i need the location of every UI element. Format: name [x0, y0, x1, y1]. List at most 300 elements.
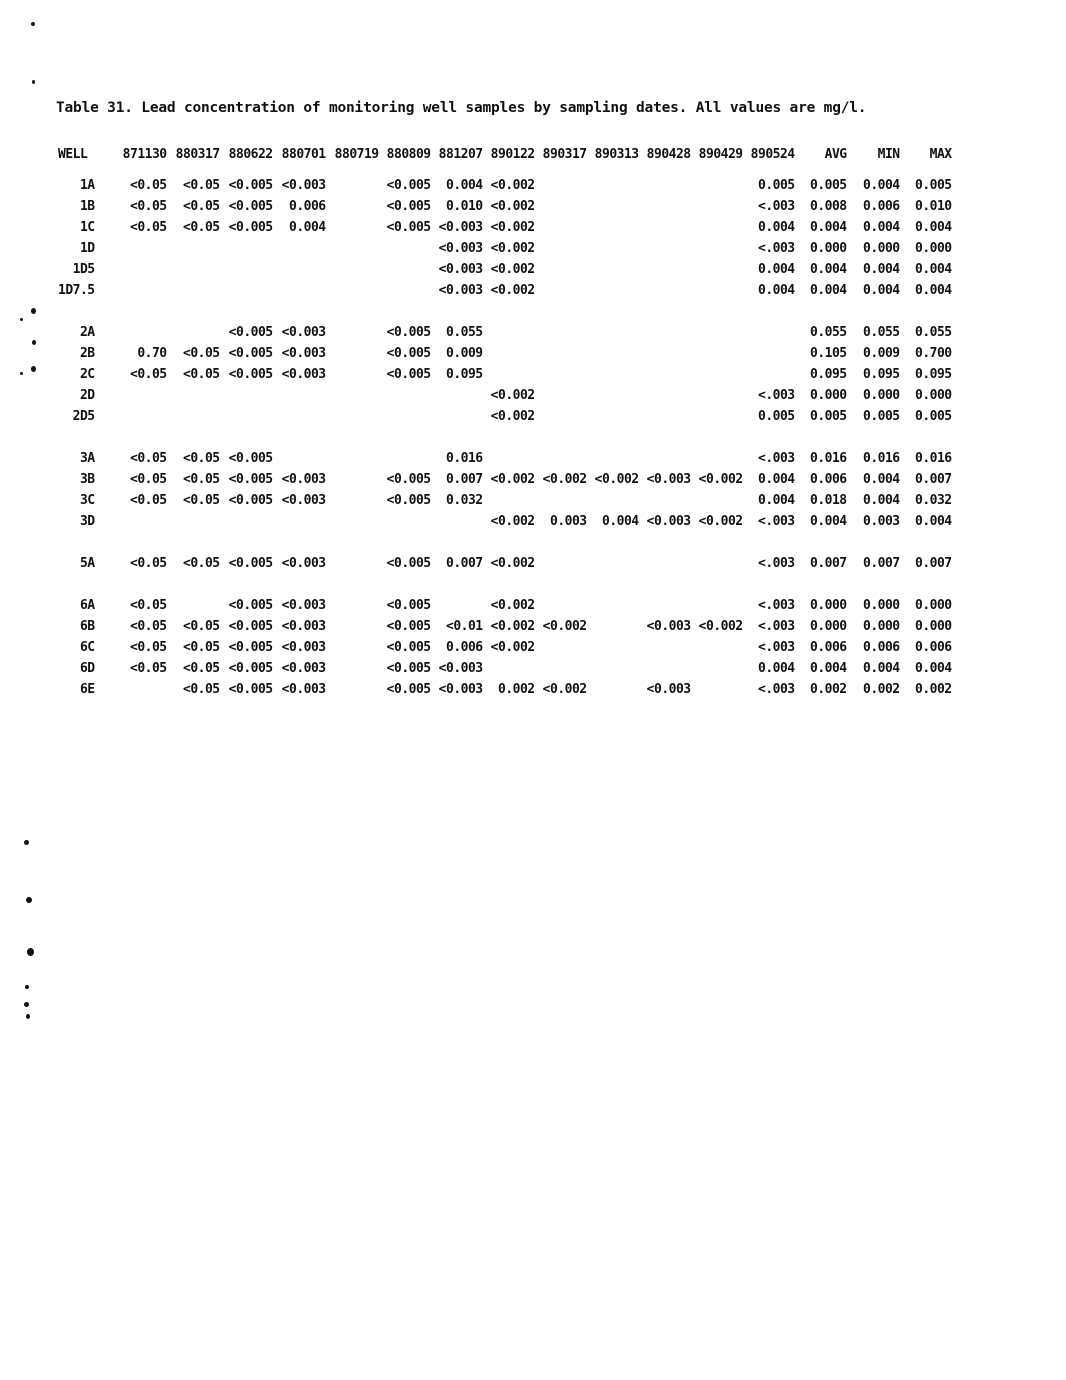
value-cell: <0.002	[490, 472, 535, 487]
table-body	[58, 165, 952, 700]
value-cell: <0.005	[228, 598, 273, 613]
value-cell: <0.003	[281, 325, 326, 340]
value-cell	[326, 553, 379, 574]
well-id-cell: 2D	[79, 388, 95, 403]
value-cell	[691, 280, 743, 301]
table-row	[58, 637, 952, 658]
value-cell: <0.002	[490, 598, 535, 613]
value-cell: <0.002	[490, 388, 535, 403]
scan-speck	[25, 985, 29, 989]
value-cell: 0.004	[810, 262, 847, 277]
value-cell	[326, 679, 379, 700]
value-cell	[379, 280, 431, 301]
value-cell: 0.002	[810, 682, 847, 697]
value-cell: <0.05	[130, 661, 167, 676]
value-cell: <0.05	[183, 346, 220, 361]
value-cell: <0.003	[281, 178, 326, 193]
value-cell: 0.004	[863, 283, 900, 298]
value-cell	[587, 637, 639, 658]
value-cell	[167, 385, 220, 406]
value-cell: 0.010	[446, 199, 483, 214]
value-cell: 0.000	[810, 619, 847, 634]
value-cell	[535, 322, 587, 343]
value-cell	[691, 175, 743, 196]
value-cell	[535, 448, 587, 469]
value-cell: <0.002	[490, 178, 535, 193]
value-cell: 0.000	[863, 241, 900, 256]
scan-speck	[26, 897, 32, 903]
value-cell	[273, 259, 326, 280]
value-cell: 0.055	[915, 325, 952, 340]
well-id-cell: 2D5	[72, 409, 95, 424]
table-row	[58, 385, 952, 406]
column-header: MAX	[929, 147, 952, 162]
value-cell: <0.002	[490, 640, 535, 655]
table-row	[58, 490, 952, 511]
value-cell: <0.005	[228, 682, 273, 697]
value-cell	[639, 217, 691, 238]
value-cell: 0.004	[810, 220, 847, 235]
value-cell: 0.009	[446, 346, 483, 361]
value-cell: <0.005	[228, 451, 273, 466]
value-cell	[587, 175, 639, 196]
value-cell	[535, 217, 587, 238]
value-cell: <0.002	[490, 241, 535, 256]
table-row	[58, 196, 952, 217]
value-cell: 0.095	[446, 367, 483, 382]
column-header: AVG	[824, 147, 847, 162]
value-cell	[639, 259, 691, 280]
value-cell: <0.005	[386, 682, 431, 697]
value-cell: <0.002	[542, 682, 587, 697]
value-cell: <0.003	[646, 514, 691, 529]
column-header: 880701	[281, 147, 326, 162]
value-cell	[639, 637, 691, 658]
value-cell: 0.006	[863, 199, 900, 214]
value-cell	[587, 364, 639, 385]
value-cell	[587, 259, 639, 280]
value-cell	[535, 364, 587, 385]
value-cell	[220, 385, 273, 406]
well-id-cell: 3A	[79, 451, 95, 466]
value-cell: 0.004	[863, 493, 900, 508]
value-cell: <0.01	[446, 619, 483, 634]
value-cell: 0.004	[863, 262, 900, 277]
value-cell: <0.05	[183, 178, 220, 193]
well-id-cell: 6B	[79, 619, 95, 634]
value-cell	[535, 343, 587, 364]
value-cell	[379, 511, 431, 532]
value-cell	[109, 679, 167, 700]
value-cell	[483, 658, 535, 679]
value-cell: 0.004	[915, 514, 952, 529]
value-cell: <0.002	[698, 619, 743, 634]
value-cell	[639, 448, 691, 469]
value-cell	[535, 385, 587, 406]
value-cell: 0.004	[758, 493, 795, 508]
value-cell	[639, 343, 691, 364]
column-header: 880719	[334, 147, 379, 162]
value-cell: 0.007	[446, 472, 483, 487]
value-cell	[379, 385, 431, 406]
table-title: Table 31. Lead concentration of monitoring well samples by sampling dates. All values are mg/l.	[56, 100, 867, 116]
value-cell: <0.002	[698, 472, 743, 487]
value-cell: 0.005	[915, 178, 952, 193]
table-row	[58, 553, 952, 574]
value-cell	[587, 217, 639, 238]
value-cell	[587, 196, 639, 217]
well-id-cell: 1A	[79, 178, 95, 193]
value-cell: <0.05	[183, 682, 220, 697]
table-header	[58, 145, 952, 165]
value-cell: 0.018	[810, 493, 847, 508]
spacer-row	[58, 427, 952, 448]
table-row	[58, 469, 952, 490]
value-cell	[326, 406, 379, 427]
value-cell: 0.006	[289, 199, 326, 214]
spacer-row	[58, 574, 952, 595]
value-cell: <0.003	[281, 367, 326, 382]
value-cell	[326, 490, 379, 511]
value-cell	[431, 511, 483, 532]
value-cell: <0.003	[438, 262, 483, 277]
value-cell: <0.002	[490, 283, 535, 298]
value-cell	[109, 511, 167, 532]
value-cell: <0.003	[438, 682, 483, 697]
value-cell: 0.005	[758, 409, 795, 424]
value-cell	[273, 448, 326, 469]
value-cell: 0.000	[810, 241, 847, 256]
value-cell: <0.002	[698, 514, 743, 529]
value-cell	[167, 511, 220, 532]
value-cell: 0.004	[915, 262, 952, 277]
well-id-cell: 2A	[79, 325, 95, 340]
value-cell: 0.007	[915, 556, 952, 571]
value-cell	[109, 322, 167, 343]
value-cell	[691, 658, 743, 679]
value-cell: <0.05	[130, 451, 167, 466]
value-cell: <0.05	[130, 178, 167, 193]
value-cell: <0.003	[281, 556, 326, 571]
value-cell	[639, 280, 691, 301]
value-cell	[535, 196, 587, 217]
value-cell	[273, 385, 326, 406]
value-cell: 0.007	[863, 556, 900, 571]
value-cell: <0.003	[281, 619, 326, 634]
value-cell: 0.000	[915, 619, 952, 634]
value-cell	[326, 448, 379, 469]
value-cell	[379, 238, 431, 259]
value-cell: <0.002	[490, 556, 535, 571]
value-cell	[691, 364, 743, 385]
value-cell: <.003	[758, 619, 795, 634]
spacer-row	[58, 165, 952, 175]
value-cell: <0.005	[228, 472, 273, 487]
value-cell: <.003	[758, 451, 795, 466]
value-cell	[326, 637, 379, 658]
value-cell	[639, 364, 691, 385]
value-cell: <0.002	[490, 409, 535, 424]
value-cell	[483, 448, 535, 469]
column-header: MIN	[877, 147, 900, 162]
value-cell: <0.003	[281, 346, 326, 361]
column-header: 890429	[698, 147, 743, 162]
value-cell: 0.004	[810, 514, 847, 529]
value-cell	[167, 406, 220, 427]
value-cell: <0.005	[386, 493, 431, 508]
well-id-cell: 6A	[79, 598, 95, 613]
value-cell	[691, 448, 743, 469]
value-cell	[691, 259, 743, 280]
table-row	[58, 406, 952, 427]
value-cell: <0.005	[228, 367, 273, 382]
value-cell: 0.095	[863, 367, 900, 382]
value-cell	[326, 280, 379, 301]
value-cell	[273, 511, 326, 532]
column-header: 890313	[594, 147, 639, 162]
column-header: 890122	[490, 147, 535, 162]
value-cell	[587, 406, 639, 427]
value-cell: 0.055	[446, 325, 483, 340]
well-id-cell: 3B	[79, 472, 95, 487]
value-cell: <0.005	[386, 661, 431, 676]
value-cell: <0.05	[130, 199, 167, 214]
value-cell	[273, 280, 326, 301]
scan-speck	[31, 308, 36, 314]
value-cell: <0.005	[228, 220, 273, 235]
value-cell: <0.005	[386, 556, 431, 571]
column-header: 871130	[122, 147, 167, 162]
value-cell: 0.002	[863, 682, 900, 697]
value-cell: 0.004	[863, 472, 900, 487]
value-cell: <.003	[758, 640, 795, 655]
value-cell	[691, 385, 743, 406]
value-cell: 0.095	[915, 367, 952, 382]
table-row	[58, 511, 952, 532]
value-cell	[587, 385, 639, 406]
value-cell	[691, 553, 743, 574]
column-header: 880809	[386, 147, 431, 162]
value-cell	[691, 637, 743, 658]
value-cell: 0.005	[915, 409, 952, 424]
value-cell: <0.05	[130, 598, 167, 613]
value-cell: 0.005	[810, 178, 847, 193]
value-cell: <0.003	[438, 220, 483, 235]
value-cell	[587, 553, 639, 574]
well-id-cell: 1D7.5	[58, 283, 95, 298]
value-cell	[326, 658, 379, 679]
value-cell: 0.016	[863, 451, 900, 466]
value-cell: <0.005	[386, 220, 431, 235]
value-cell: <.003	[758, 556, 795, 571]
scan-speck	[26, 1014, 30, 1019]
scan-speck	[32, 340, 36, 345]
value-cell: 0.004	[758, 283, 795, 298]
value-cell	[326, 238, 379, 259]
value-cell	[691, 196, 743, 217]
value-cell: <0.05	[130, 619, 167, 634]
value-cell: <0.002	[490, 514, 535, 529]
value-cell: <0.002	[542, 472, 587, 487]
value-cell: 0.004	[758, 220, 795, 235]
value-cell	[639, 406, 691, 427]
value-cell: <0.05	[183, 493, 220, 508]
value-cell: <0.05	[183, 199, 220, 214]
well-id-cell: 6C	[79, 640, 95, 655]
value-cell	[379, 448, 431, 469]
value-cell	[691, 322, 743, 343]
value-cell	[326, 616, 379, 637]
table-row	[58, 322, 952, 343]
value-cell	[535, 658, 587, 679]
value-cell: 0.000	[915, 388, 952, 403]
value-cell: <0.003	[281, 598, 326, 613]
value-cell: <0.003	[646, 619, 691, 634]
value-cell	[167, 322, 220, 343]
value-cell	[326, 175, 379, 196]
value-cell	[639, 385, 691, 406]
value-cell	[535, 175, 587, 196]
value-cell: <0.005	[228, 619, 273, 634]
value-cell: <0.05	[183, 619, 220, 634]
value-cell	[639, 595, 691, 616]
value-cell: 0.004	[758, 472, 795, 487]
value-cell	[326, 217, 379, 238]
value-cell: <0.005	[386, 619, 431, 634]
value-cell	[220, 238, 273, 259]
value-cell: <0.003	[281, 493, 326, 508]
table-row	[58, 175, 952, 196]
value-cell: <0.005	[228, 346, 273, 361]
column-header: 881207	[438, 147, 483, 162]
value-cell: <0.002	[490, 619, 535, 634]
value-cell	[587, 616, 639, 637]
value-cell: <0.003	[646, 682, 691, 697]
lead-concentration-table	[58, 145, 952, 700]
value-cell: 0.000	[915, 241, 952, 256]
value-cell	[743, 364, 795, 385]
value-cell: <.003	[758, 199, 795, 214]
value-cell: 0.055	[863, 325, 900, 340]
value-cell: 0.095	[810, 367, 847, 382]
value-cell: <.003	[758, 241, 795, 256]
value-cell	[587, 595, 639, 616]
scan-speck	[32, 80, 35, 84]
value-cell: 0.004	[863, 178, 900, 193]
value-cell: 0.010	[915, 199, 952, 214]
value-cell	[326, 259, 379, 280]
value-cell: 0.000	[810, 388, 847, 403]
value-cell: <0.005	[228, 199, 273, 214]
value-cell	[326, 322, 379, 343]
value-cell	[273, 406, 326, 427]
value-cell: 0.000	[863, 598, 900, 613]
value-cell: 0.70	[137, 346, 167, 361]
table-row	[58, 658, 952, 679]
value-cell: <0.002	[490, 220, 535, 235]
value-cell: <0.05	[183, 220, 220, 235]
well-id-cell: 1D	[79, 241, 95, 256]
well-id-cell: 1C	[79, 220, 95, 235]
column-header: 890317	[542, 147, 587, 162]
value-cell: <.003	[758, 388, 795, 403]
value-cell: 0.004	[810, 661, 847, 676]
value-cell	[167, 280, 220, 301]
value-cell	[639, 238, 691, 259]
value-cell	[483, 322, 535, 343]
value-cell	[587, 448, 639, 469]
value-cell	[273, 238, 326, 259]
value-cell	[535, 595, 587, 616]
value-cell	[483, 343, 535, 364]
value-cell	[691, 406, 743, 427]
table-row	[58, 679, 952, 700]
well-id-cell: 2B	[79, 346, 95, 361]
value-cell	[326, 595, 379, 616]
value-cell: <0.05	[130, 556, 167, 571]
column-header: 890428	[646, 147, 691, 162]
value-cell	[326, 364, 379, 385]
value-cell	[109, 406, 167, 427]
value-cell: <0.05	[130, 472, 167, 487]
value-cell	[535, 490, 587, 511]
value-cell: 0.000	[863, 619, 900, 634]
value-cell: <0.002	[490, 262, 535, 277]
value-cell	[109, 259, 167, 280]
table-row	[58, 238, 952, 259]
value-cell	[220, 280, 273, 301]
scan-speck	[24, 840, 29, 845]
value-cell	[587, 490, 639, 511]
value-cell: 0.006	[810, 640, 847, 655]
value-cell: 0.004	[758, 262, 795, 277]
value-cell	[691, 217, 743, 238]
value-cell: <0.003	[438, 241, 483, 256]
value-cell	[326, 343, 379, 364]
value-cell	[326, 196, 379, 217]
value-cell	[220, 259, 273, 280]
value-cell: 0.005	[863, 409, 900, 424]
value-cell	[431, 385, 483, 406]
value-cell	[587, 238, 639, 259]
value-cell: <0.005	[228, 178, 273, 193]
value-cell: <0.005	[386, 472, 431, 487]
value-cell: 0.006	[863, 640, 900, 655]
value-cell	[326, 385, 379, 406]
value-cell: 0.004	[915, 661, 952, 676]
well-id-cell: 6E	[79, 682, 95, 697]
value-cell	[639, 322, 691, 343]
value-cell	[639, 553, 691, 574]
value-cell: <0.003	[438, 661, 483, 676]
value-cell: 0.004	[915, 220, 952, 235]
header-row	[58, 145, 952, 165]
value-cell	[109, 238, 167, 259]
value-cell: <0.005	[386, 178, 431, 193]
table-row	[58, 616, 952, 637]
value-cell: <0.003	[281, 640, 326, 655]
value-cell: 0.004	[810, 283, 847, 298]
value-cell: <0.05	[183, 472, 220, 487]
well-id-cell: 5A	[79, 556, 95, 571]
value-cell: <0.005	[228, 640, 273, 655]
value-cell: <.003	[758, 514, 795, 529]
value-cell: 0.000	[915, 598, 952, 613]
value-cell: 0.009	[863, 346, 900, 361]
column-header-well: WELL	[58, 147, 88, 162]
spacer-row	[58, 301, 952, 322]
value-cell: 0.055	[810, 325, 847, 340]
